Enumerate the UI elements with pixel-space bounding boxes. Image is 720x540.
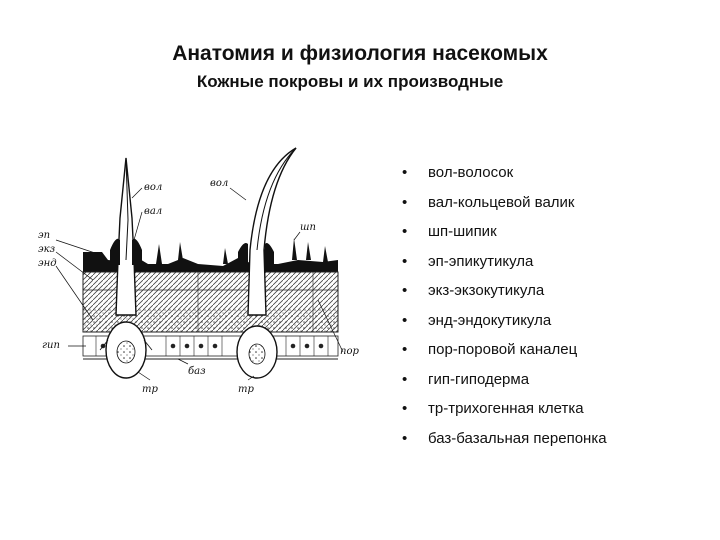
- integument-diagram: [38, 140, 368, 405]
- bullet-icon: •: [402, 223, 408, 240]
- left-socket: [110, 239, 120, 265]
- label-val-left: вал: [144, 206, 163, 217]
- list-item: [398, 251, 698, 273]
- page-title: Анатомия и физиология насекомых: [172, 42, 548, 65]
- label-baz: баз: [188, 366, 206, 377]
- label-vol-left: вол: [144, 182, 163, 193]
- label-por: пор: [340, 346, 359, 357]
- list-item: [398, 398, 698, 420]
- list-item: [398, 280, 698, 302]
- label-vol-right: вол: [210, 178, 229, 189]
- bullet-icon: •: [402, 370, 408, 388]
- legend-text: шп-шипик: [428, 223, 497, 240]
- list-item: [398, 310, 698, 332]
- legend-list: [398, 162, 698, 457]
- bullet-icon: •: [402, 400, 408, 417]
- label-ep: эп: [38, 230, 51, 241]
- list-item: [398, 221, 698, 243]
- bullet-icon: •: [402, 429, 408, 447]
- left-hair: [116, 158, 136, 315]
- bullet-icon: •: [402, 164, 408, 181]
- legend-text: гип-гиподерма: [428, 370, 530, 388]
- legend-text: вол-волосок: [428, 164, 514, 181]
- list-item: [398, 428, 698, 450]
- legend-text: эп-эпикутикула: [428, 252, 534, 270]
- label-shp: шп: [300, 222, 316, 233]
- bullet-icon: •: [402, 252, 408, 270]
- legend-text: энд-эндокутикула: [428, 311, 552, 329]
- right-socket: [238, 243, 248, 266]
- legend-text: экз-экзокутикула: [428, 282, 545, 299]
- label-ekz: экз: [38, 244, 56, 255]
- list-item: [398, 162, 698, 184]
- legend-text: пор-поровой каналец: [428, 341, 578, 358]
- list-item: [398, 192, 698, 214]
- bullet-icon: •: [402, 282, 408, 299]
- page-subtitle: Кожные покровы и их производные: [196, 72, 504, 91]
- bullet-icon: •: [402, 311, 408, 329]
- integument-drawing: [38, 140, 368, 405]
- legend-text: тр-трихогенная клетка: [428, 400, 584, 417]
- label-tr-right: тр: [238, 384, 254, 395]
- bullet-icon: •: [402, 341, 408, 358]
- label-gip: гип: [42, 340, 60, 351]
- legend-text: вал-кольцевой валик: [428, 193, 575, 211]
- list-item: [398, 339, 698, 361]
- list-item: [398, 369, 698, 391]
- bullet-icon: •: [402, 193, 408, 211]
- label-end: энд: [38, 258, 57, 269]
- label-tr-left: тр: [142, 384, 158, 395]
- legend-text: баз-базальная перепонка: [428, 429, 607, 447]
